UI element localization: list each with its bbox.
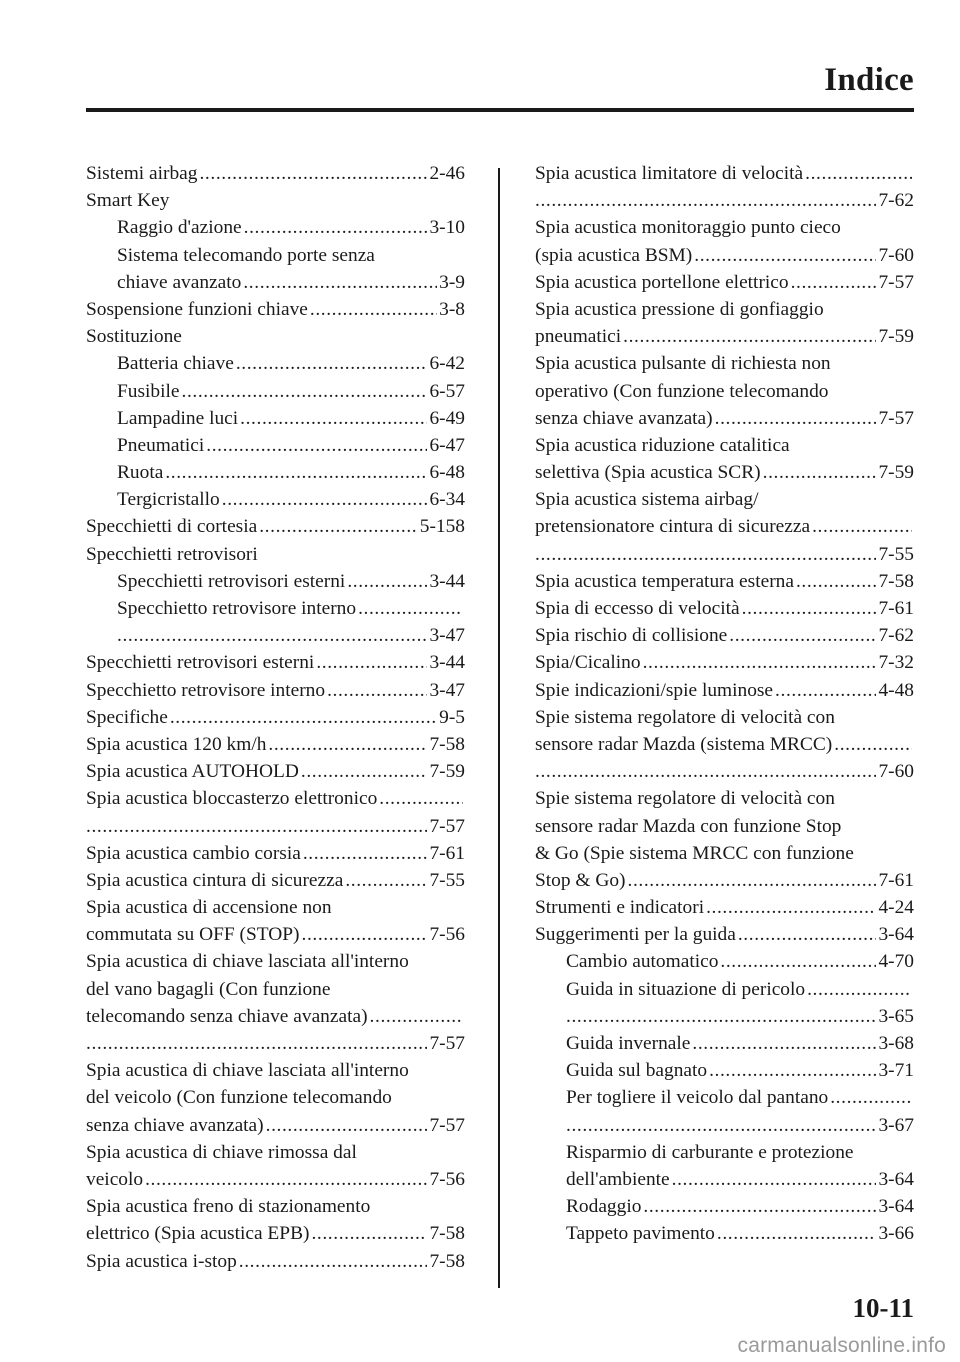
index-entry xyxy=(535,187,914,214)
index-entry-text: Spia acustica bloccasterzo elettronico xyxy=(86,788,378,810)
index-entry-page: 3-9 xyxy=(439,271,465,293)
index-entry xyxy=(535,541,914,568)
index-entry-page: 3-10 xyxy=(429,217,465,239)
dot-leader xyxy=(266,1112,428,1139)
dot-leader xyxy=(715,405,877,432)
index-entry xyxy=(86,187,465,214)
dot-leader xyxy=(243,269,437,296)
index-entry-page: 3-8 xyxy=(439,298,465,320)
index-entry-page: 6-57 xyxy=(429,380,465,402)
index-entry-page: 7-57 xyxy=(878,407,914,429)
index-entry xyxy=(535,595,914,622)
index-entry-text: Smart Key xyxy=(86,190,170,212)
dot-leader xyxy=(165,459,427,486)
index-entry-page: 7-57 xyxy=(878,271,914,293)
index-entry-page: 9-5 xyxy=(439,706,465,728)
dot-leader xyxy=(86,1030,427,1057)
dot-leader xyxy=(345,867,427,894)
index-entry xyxy=(86,1166,465,1193)
index-entry xyxy=(86,1220,465,1247)
index-entry-page: 3-44 xyxy=(429,570,465,592)
index-entry-page: 3-47 xyxy=(429,679,465,701)
index-entry-text: Pneumatici xyxy=(117,434,205,456)
index-entry-text: dell'ambiente xyxy=(566,1168,670,1190)
index-entry-text: (spia acustica BSM) xyxy=(535,244,693,266)
dot-leader xyxy=(199,160,427,187)
dot-leader xyxy=(268,731,427,758)
index-entry-text: Spia acustica cambio corsia xyxy=(86,842,301,864)
index-entry xyxy=(535,1112,914,1139)
index-entry-text: chiave avanzato xyxy=(117,271,242,293)
index-entry xyxy=(86,1003,465,1030)
column-divider xyxy=(498,168,500,1288)
index-entry-text: commutata su OFF (STOP) xyxy=(86,924,300,946)
index-entry-page: 7-59 xyxy=(878,326,914,348)
dot-leader xyxy=(643,649,877,676)
dot-leader xyxy=(379,785,463,812)
dot-leader xyxy=(347,568,427,595)
index-entry-text: Spie sistema regolatore di velocità con xyxy=(535,706,835,728)
index-entry xyxy=(86,1030,465,1057)
index-entry-text: Fusibile xyxy=(117,380,180,402)
dot-leader xyxy=(240,405,427,432)
index-entry xyxy=(86,1084,465,1111)
index-entry-text: Tergicristallo xyxy=(117,489,220,511)
index-entry-page: 6-47 xyxy=(429,434,465,456)
index-entry xyxy=(86,432,465,459)
index-entry xyxy=(535,296,914,323)
dot-leader xyxy=(628,867,877,894)
dot-leader xyxy=(236,350,428,377)
dot-leader xyxy=(672,1166,877,1193)
dot-leader xyxy=(566,1003,876,1030)
index-entry xyxy=(535,1220,914,1247)
dot-leader xyxy=(206,432,427,459)
index-entry-text: pneumatici xyxy=(535,326,622,348)
index-entry-text: Specchietti di cortesia xyxy=(86,516,258,538)
dot-leader xyxy=(623,323,876,350)
dot-leader xyxy=(170,704,437,731)
index-entry xyxy=(535,486,914,513)
index-entry xyxy=(86,350,465,377)
index-entry-text: senza chiave avanzata) xyxy=(86,1114,264,1136)
index-entry-page: 3-64 xyxy=(878,924,914,946)
index-entry xyxy=(86,1139,465,1166)
index-entry-text: Spia acustica 120 km/h xyxy=(86,733,267,755)
index-entry xyxy=(535,704,914,731)
index-entry xyxy=(86,1193,465,1220)
index-entry xyxy=(535,1003,914,1030)
index-entry-text: Spia acustica i-stop xyxy=(86,1250,237,1272)
index-entry-text: Specchietti retrovisori xyxy=(86,543,258,565)
index-entry-text: Raggio d'azione xyxy=(117,217,242,239)
index-entry-text: Spia acustica temperatura esterna xyxy=(535,570,794,592)
dot-leader xyxy=(358,595,463,622)
index-entry-page: 3-68 xyxy=(878,1033,914,1054)
index-entry-page: 6-48 xyxy=(429,462,465,484)
index-entry xyxy=(535,622,914,649)
index-entry xyxy=(86,459,465,486)
index-entry-text: Strumenti e indicatori xyxy=(535,897,705,919)
index-entry xyxy=(86,948,465,975)
header-rule xyxy=(86,108,914,112)
index-entry xyxy=(535,459,914,486)
index-entry-text: Spia acustica di chiave lasciata all'interno xyxy=(86,1060,409,1082)
index-entry xyxy=(86,622,465,649)
index-entry xyxy=(535,1166,914,1193)
index-entry-text: Spia acustica sistema airbag/ xyxy=(535,489,759,511)
index-entry-page: 5-158 xyxy=(419,516,465,538)
index-entry-text: Spia acustica di chiave lasciata all'interno xyxy=(86,951,409,973)
index-entry xyxy=(86,813,465,840)
index-entry-page: 7-60 xyxy=(878,761,914,783)
index-entry-page: 4-24 xyxy=(878,897,914,919)
index-entry xyxy=(535,894,914,921)
index-entry xyxy=(535,1193,914,1220)
dot-leader xyxy=(791,269,877,296)
index-entry xyxy=(86,1112,465,1139)
index-entry-text: Sistemi airbag xyxy=(86,163,198,184)
dot-leader xyxy=(709,1057,876,1084)
index-entry-text: elettrico (Spia acustica EPB) xyxy=(86,1223,310,1245)
index-entry-text: Tappeto pavimento xyxy=(566,1223,715,1245)
dot-leader xyxy=(763,459,877,486)
index-entry-text: del vano bagagli (Con funzione xyxy=(86,978,331,1000)
index-entry xyxy=(535,976,914,1003)
index-entry-text: Spia acustica pulsante di richiesta non xyxy=(535,353,831,375)
index-entry-page: 4-48 xyxy=(878,679,914,701)
dot-leader xyxy=(535,758,876,785)
index-entry-page: 7-58 xyxy=(429,1250,465,1272)
index-entry-page: 3-66 xyxy=(878,1223,914,1245)
index-entry xyxy=(86,758,465,785)
index-entry-page: 7-57 xyxy=(429,1033,465,1054)
index-entry-page: 4-70 xyxy=(878,951,914,973)
index-entry-text: Specchietti retrovisori esterni xyxy=(86,652,315,674)
index-entry-text: veicolo xyxy=(86,1168,144,1190)
index-entry-text: Spie sistema regolatore di velocità con xyxy=(535,788,835,810)
index-entry-text: Spia acustica limitatore di velocità xyxy=(535,163,804,184)
index-entry-text: Guida in situazione di pericolo xyxy=(566,978,806,1000)
index-column-left xyxy=(86,160,465,1275)
index-entry-text: Spia acustica pressione di gonfiaggio xyxy=(535,298,824,320)
index-entry-text: Spia acustica cintura di sicurezza xyxy=(86,869,344,891)
index-entry-text: Specchietti retrovisori esterni xyxy=(117,570,346,592)
index-entry-page: 3-65 xyxy=(878,1005,914,1027)
dot-leader xyxy=(302,921,428,948)
index-entry xyxy=(535,758,914,785)
index-entry-text: Lampadine luci xyxy=(117,407,239,429)
index-entry xyxy=(535,813,914,840)
index-entry xyxy=(535,1084,914,1111)
index-entry-page: 7-59 xyxy=(429,761,465,783)
dot-leader xyxy=(830,1084,912,1111)
index-entry xyxy=(86,405,465,432)
index-entry-text: Ruota xyxy=(117,462,164,484)
dot-leader xyxy=(717,1220,877,1247)
index-entry-text: Spia rischio di collisione xyxy=(535,625,728,647)
index-entry xyxy=(86,894,465,921)
index-entry xyxy=(86,867,465,894)
dot-leader xyxy=(370,1003,463,1030)
index-entry-text: selettiva (Spia acustica SCR) xyxy=(535,462,761,484)
dot-leader xyxy=(742,595,877,622)
index-entry-page: 6-42 xyxy=(429,353,465,375)
index-entry-text: Spie indicazioni/spie luminose xyxy=(535,679,774,701)
index-entry-text: Spia acustica monitoraggio punto cieco xyxy=(535,217,841,239)
index-entry-text: Suggerimenti per la guida xyxy=(535,924,736,946)
index-entry-page: 7-57 xyxy=(429,815,465,837)
dot-leader xyxy=(775,677,876,704)
index-entry-text: Spia acustica di accensione non xyxy=(86,897,332,919)
dot-leader xyxy=(566,1112,876,1139)
dot-leader xyxy=(311,1220,427,1247)
index-entry xyxy=(86,677,465,704)
dot-leader xyxy=(259,513,418,540)
index-entry xyxy=(86,214,465,241)
index-entry xyxy=(86,541,465,568)
index-entry-text: Specifiche xyxy=(86,706,168,728)
index-entry-text: del veicolo (Con funzione telecomando xyxy=(86,1087,392,1109)
index-entry xyxy=(86,704,465,731)
index-entry-text: Spia acustica di chiave rimossa dal xyxy=(86,1141,357,1163)
dot-leader xyxy=(86,813,427,840)
dot-leader xyxy=(327,677,427,704)
index-entry xyxy=(535,350,914,377)
dot-leader xyxy=(694,242,876,269)
dot-leader xyxy=(720,948,876,975)
index-entry xyxy=(86,840,465,867)
index-entry-text: operativo (Con funzione telecomando xyxy=(535,380,829,402)
index-entry xyxy=(535,840,914,867)
index-entry xyxy=(86,323,465,350)
index-entry xyxy=(535,785,914,812)
index-entry-text: senza chiave avanzata) xyxy=(535,407,713,429)
dot-leader xyxy=(316,649,427,676)
index-entry-page: 7-56 xyxy=(429,1168,465,1190)
index-entry-page: 7-62 xyxy=(878,190,914,212)
index-entry xyxy=(535,1030,914,1057)
dot-leader xyxy=(222,486,428,513)
index-entry-text: Specchietto retrovisore interno xyxy=(86,679,326,701)
index-entry-text: Sospensione funzioni chiave xyxy=(86,298,308,320)
dot-leader xyxy=(729,622,876,649)
dot-leader xyxy=(807,976,912,1003)
index-entry xyxy=(535,568,914,595)
index-entry xyxy=(86,296,465,323)
dot-leader xyxy=(117,622,427,649)
dot-leader xyxy=(239,1248,428,1275)
index-entry xyxy=(535,513,914,540)
index-entry xyxy=(86,976,465,1003)
index-entry-page: 7-60 xyxy=(878,244,914,266)
index-entry xyxy=(535,323,914,350)
index-entry-page: 7-61 xyxy=(429,842,465,864)
index-entry-text: & Go (Spie sistema MRCC con funzione xyxy=(535,842,854,864)
index-entry-text: Stop & Go) xyxy=(535,869,626,891)
dot-leader xyxy=(301,758,428,785)
index-entry-text: Spia acustica AUTOHOLD xyxy=(86,761,299,783)
index-entry xyxy=(535,242,914,269)
index-entry-text: sensore radar Mazda con funzione Stop xyxy=(535,815,842,837)
index-entry-text: Spia acustica freno di stazionamento xyxy=(86,1196,371,1218)
index-entry-page: 2-46 xyxy=(429,163,465,184)
dot-leader xyxy=(244,214,428,241)
index-entry-page: 7-58 xyxy=(878,570,914,592)
index-column-right xyxy=(535,160,914,1248)
index-entry-text: Per togliere il veicolo dal pantano xyxy=(566,1087,829,1109)
index-entry-text: pretensionatore cintura di sicurezza xyxy=(535,516,811,538)
index-entry xyxy=(86,160,465,187)
dot-leader xyxy=(535,187,876,214)
index-entry-text: Rodaggio xyxy=(566,1196,642,1218)
index-entry-page: 7-58 xyxy=(429,733,465,755)
index-entry xyxy=(86,649,465,676)
index-entry xyxy=(535,378,914,405)
index-entry xyxy=(535,867,914,894)
index-entry xyxy=(86,242,465,269)
index-entry-page: 7-61 xyxy=(878,869,914,891)
index-entry-page: 7-61 xyxy=(878,598,914,619)
dot-leader xyxy=(812,513,912,540)
index-entry-page: 7-32 xyxy=(878,652,914,674)
index-entry-text: Specchietto retrovisore interno xyxy=(117,598,357,619)
index-entry-text: sensore radar Mazda (sistema MRCC) xyxy=(535,733,833,755)
dot-leader xyxy=(643,1193,876,1220)
dot-leader xyxy=(796,568,877,595)
index-entry-page: 3-47 xyxy=(429,625,465,647)
dot-leader xyxy=(310,296,437,323)
index-entry xyxy=(86,486,465,513)
index-entry-text: Guida sul bagnato xyxy=(566,1060,708,1082)
index-entry-page: 6-34 xyxy=(429,489,465,511)
index-entry-text: Spia di eccesso di velocità xyxy=(535,598,740,619)
dot-leader xyxy=(145,1166,427,1193)
index-entry-page: 7-56 xyxy=(429,924,465,946)
index-entry-page: 3-71 xyxy=(878,1060,914,1082)
index-entry-text: Risparmio di carburante e protezione xyxy=(566,1141,854,1163)
index-entry xyxy=(86,513,465,540)
index-entry-text: Sostituzione xyxy=(86,326,182,348)
index-entry-page: 3-64 xyxy=(878,1196,914,1218)
dot-leader xyxy=(834,731,912,758)
index-entry-page: 7-59 xyxy=(878,462,914,484)
index-entry-text: Spia acustica riduzione catalitica xyxy=(535,434,790,456)
watermark: carmanualsonline.info xyxy=(737,1334,946,1357)
index-entry-page: 7-55 xyxy=(878,543,914,565)
index-entry xyxy=(535,405,914,432)
index-entry xyxy=(86,921,465,948)
page-header-title: Indice xyxy=(824,62,914,98)
index-entry xyxy=(86,731,465,758)
dot-leader xyxy=(535,541,876,568)
index-entry xyxy=(86,1057,465,1084)
index-entry-page: 6-49 xyxy=(429,407,465,429)
index-entry xyxy=(535,1139,914,1166)
index-entry xyxy=(86,269,465,296)
index-entry xyxy=(535,269,914,296)
index-entry xyxy=(86,595,465,622)
index-entry-text: Batteria chiave xyxy=(117,353,234,375)
index-entry-text: Spia acustica portellone elettrico xyxy=(535,271,789,293)
index-entry-text: Guida invernale xyxy=(566,1033,691,1054)
index-entry-text: telecomando senza chiave avanzata) xyxy=(86,1005,368,1027)
dot-leader xyxy=(738,921,877,948)
index-entry xyxy=(535,649,914,676)
index-entry-page: 7-58 xyxy=(429,1223,465,1245)
index-entry xyxy=(535,677,914,704)
index-entry xyxy=(535,214,914,241)
index-entry-page: 3-64 xyxy=(878,1168,914,1190)
dot-leader xyxy=(303,840,428,867)
index-entry xyxy=(86,378,465,405)
index-entry-page: 7-57 xyxy=(429,1114,465,1136)
index-entry xyxy=(535,948,914,975)
index-entry xyxy=(86,568,465,595)
index-entry xyxy=(535,432,914,459)
dot-leader xyxy=(805,160,912,187)
index-entry xyxy=(535,921,914,948)
index-entry-page: 7-55 xyxy=(429,869,465,891)
index-entry-text: Sistema telecomando porte senza xyxy=(117,244,375,266)
dot-leader xyxy=(182,378,428,405)
dot-leader xyxy=(706,894,876,921)
index-entry xyxy=(535,1057,914,1084)
index-entry-page: 3-44 xyxy=(429,652,465,674)
index-entry xyxy=(535,160,914,187)
index-entry xyxy=(535,731,914,758)
index-entry xyxy=(86,1248,465,1275)
dot-leader xyxy=(692,1030,876,1057)
index-entry-page: 7-62 xyxy=(878,625,914,647)
page-number: 10-11 xyxy=(852,1293,914,1323)
index-entry-text: Cambio automatico xyxy=(566,951,719,973)
index-entry-page: 3-67 xyxy=(878,1114,914,1136)
index-entry xyxy=(86,785,465,812)
index-entry-text: Spia/Cicalino xyxy=(535,652,641,674)
